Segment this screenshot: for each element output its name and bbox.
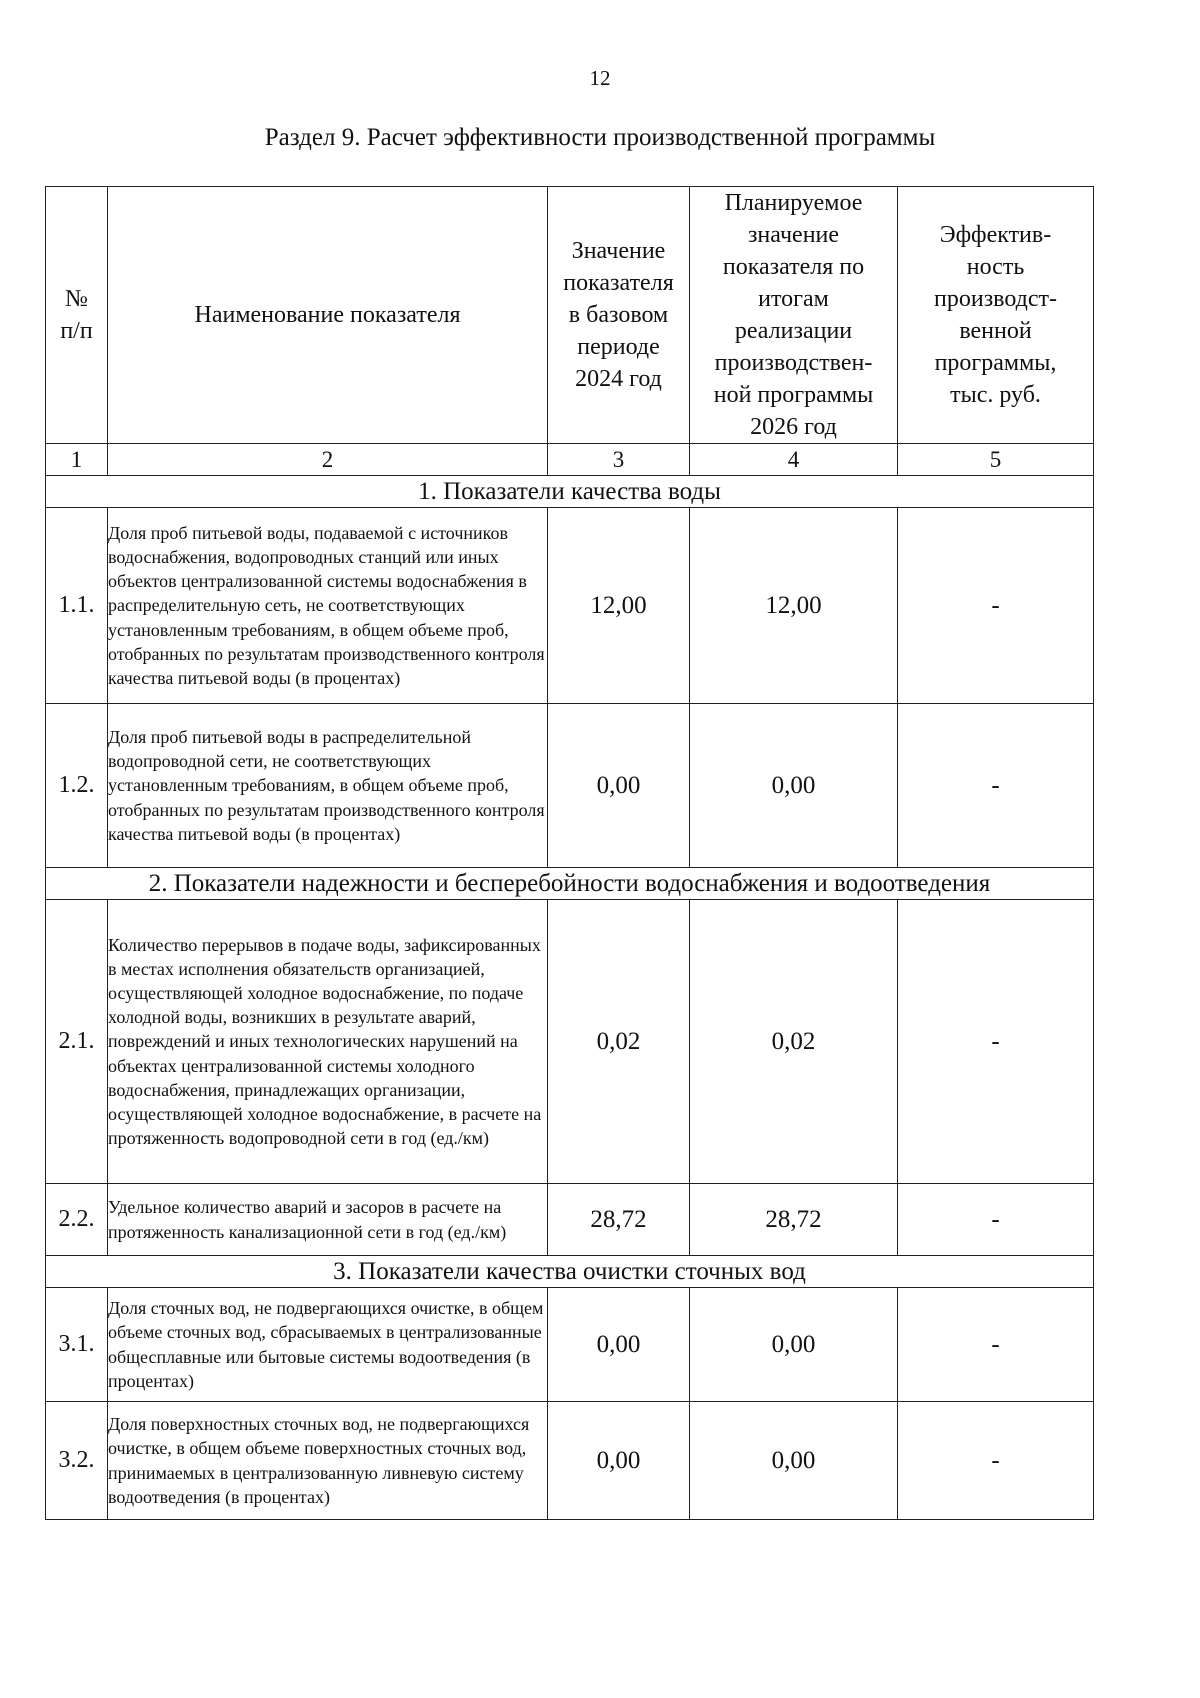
row-number: 2.1.	[46, 900, 108, 1184]
table-row	[46, 900, 1094, 1184]
row-number: 3.2.	[46, 1402, 108, 1520]
column-number: 3	[548, 444, 690, 476]
efficiency-table	[45, 186, 1094, 1520]
base-value: 28,72	[548, 1184, 690, 1256]
header-row	[46, 187, 1094, 444]
section-title: 3. Показатели качества очистки сточных вод	[46, 1256, 1094, 1288]
planned-value: 0,00	[690, 1402, 898, 1520]
row-number: 1.1.	[46, 508, 108, 704]
planned-value: 0,00	[690, 1288, 898, 1402]
table-row	[46, 508, 1094, 704]
section-title: 1. Показатели качества воды	[46, 476, 1094, 508]
table-row	[46, 1184, 1094, 1256]
page-number: 12	[589, 66, 611, 90]
base-value: 0,00	[548, 704, 690, 868]
section-header-row	[46, 1256, 1094, 1288]
planned-value: 28,72	[690, 1184, 898, 1256]
efficiency-value: -	[898, 508, 1094, 704]
col-header-planned-value: Планируемое значение показателя по итогам реализации производствен- ной программы 2026 год	[690, 187, 898, 444]
indicator-name: Доля проб питьевой воды в распределительной водопроводной сети, не соответствующих установленным требованиям, в общем объеме проб, отобранных по результатам производственного контроля качества питьевой воды (в процентах)	[108, 704, 548, 868]
efficiency-value: -	[898, 1184, 1094, 1256]
table-row	[46, 704, 1094, 868]
column-number-row	[46, 444, 1094, 476]
base-value: 12,00	[548, 508, 690, 704]
indicator-name: Доля сточных вод, не подвергающихся очистке, в общем объеме сточных вод, сбрасываемых в централизованные общесплавные или бытовые системы водоотведения (в процентах)	[108, 1288, 548, 1402]
planned-value: 0,00	[690, 704, 898, 868]
base-value: 0,00	[548, 1402, 690, 1520]
planned-value: 12,00	[690, 508, 898, 704]
col-header-name: Наименование показателя	[108, 187, 548, 444]
indicator-name: Количество перерывов в подаче воды, зафиксированных в местах исполнения обязательств организацией, осуществляющей холодное водоснабжение, по подаче холодной воды, возникших в результате аварий, повреждений и иных технологических нарушений на объектах централизованной системы холодного водоснабжения, принадлежащих организации, осуществляющей холодное водоснабжение, в расчете на протяженность водопроводной сети в год (ед./км)	[108, 900, 548, 1184]
base-value: 0,00	[548, 1288, 690, 1402]
section-title: 2. Показатели надежности и бесперебойности водоснабжения и водоотведения	[46, 868, 1094, 900]
row-number: 1.2.	[46, 704, 108, 868]
row-number: 2.2.	[46, 1184, 108, 1256]
col-header-number: № п/п	[46, 187, 108, 444]
indicator-name: Доля поверхностных сточных вод, не подвергающихся очистке, в общем объеме поверхностных сточных вод, принимаемых в централизованную ливневую систему водоотведения (в процентах)	[108, 1402, 548, 1520]
efficiency-value: -	[898, 1402, 1094, 1520]
document-title: Раздел 9. Расчет эффективности производственной программы	[264, 124, 936, 151]
column-number: 4	[690, 444, 898, 476]
indicator-name: Удельное количество аварий и засоров в расчете на протяженность канализационной сети в год (ед./км)	[108, 1184, 548, 1256]
row-number: 3.1.	[46, 1288, 108, 1402]
efficiency-value: -	[898, 704, 1094, 868]
col-header-efficiency: Эффектив- ность производст- венной программы, тыс. руб.	[898, 187, 1094, 444]
planned-value: 0,02	[690, 900, 898, 1184]
base-value: 0,02	[548, 900, 690, 1184]
efficiency-value: -	[898, 1288, 1094, 1402]
efficiency-value: -	[898, 900, 1094, 1184]
column-number: 5	[898, 444, 1094, 476]
table-row	[46, 1402, 1094, 1520]
col-header-base-value: Значение показателя в базовом периоде 2024 год	[548, 187, 690, 444]
section-header-row	[46, 868, 1094, 900]
column-number: 1	[46, 444, 108, 476]
column-number: 2	[108, 444, 548, 476]
table-row	[46, 1288, 1094, 1402]
indicator-name: Доля проб питьевой воды, подаваемой с источников водоснабжения, водопроводных станций или иных объектов централизованной системы водоснабжения в распределительную сеть, не соответствующих установленным требованиям, в общем объеме проб, отобранных по результатам производственного контроля качества питьевой воды (в процентах)	[108, 508, 548, 704]
section-header-row	[46, 476, 1094, 508]
